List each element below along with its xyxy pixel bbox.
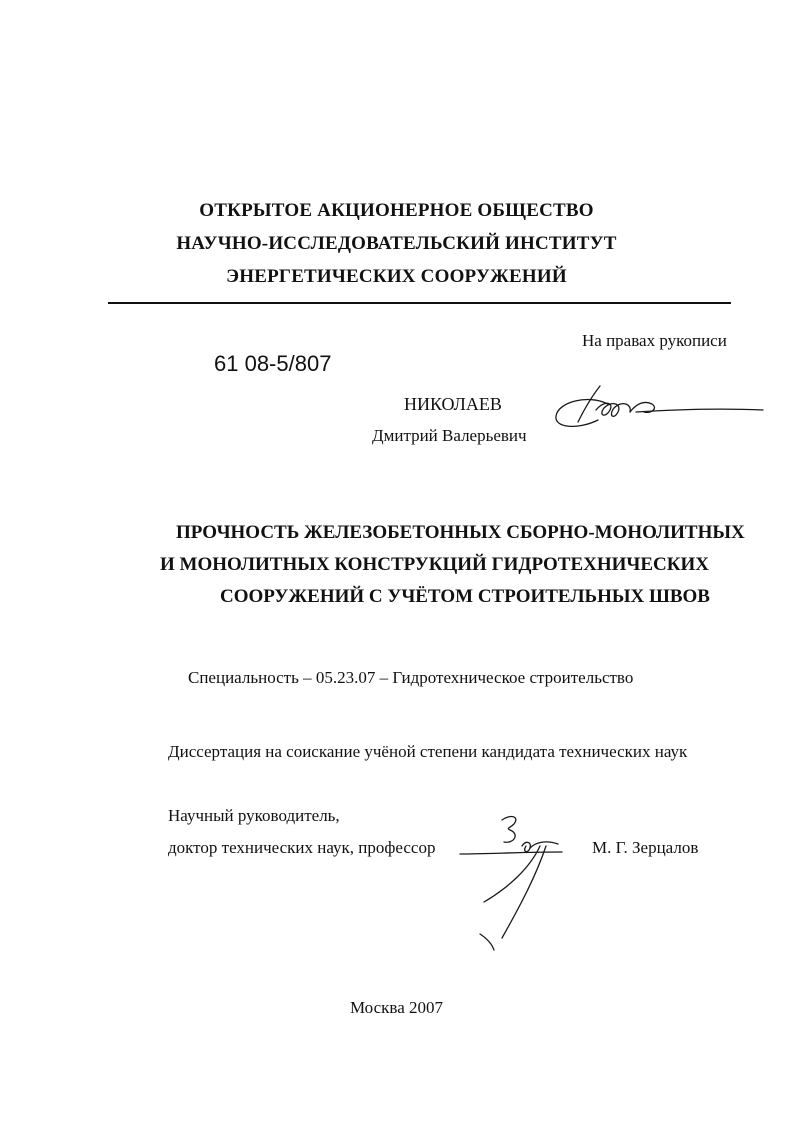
title-line-2: И МОНОЛИТНЫХ КОНСТРУКЦИЙ ГИДРОТЕХНИЧЕСКИХ	[160, 554, 710, 575]
title-line-3: СООРУЖЕНИЙ С УЧЁТОМ СТРОИТЕЛЬНЫХ ШВОВ	[220, 586, 710, 607]
organization-line-1: ОТКРЫТОЕ АКЦИОНЕРНОЕ ОБЩЕСТВО	[199, 200, 594, 221]
advisor-name: М. Г. Зерцалов	[592, 838, 699, 857]
degree-statement: Диссертация на соискание учёной степени кандидата технических наук	[168, 742, 688, 761]
specialty: Специальность – 05.23.07 – Гидротехническое строительство	[188, 668, 634, 687]
manuscript-note: На правах рукописи	[582, 331, 727, 350]
organization-line-3: ЭНЕРГЕТИЧЕСКИХ СООРУЖЕНИЙ	[226, 266, 567, 287]
organization-line-2: НАУЧНО-ИССЛЕДОВАТЕЛЬСКИЙ ИНСТИТУТ	[176, 233, 617, 254]
advisor-credentials: доктор технических наук, профессор	[168, 838, 436, 857]
advisor-label: Научный руководитель,	[168, 806, 340, 825]
registration-number: 61 08-5/807	[214, 351, 332, 376]
place-and-year: Москва 2007	[349, 998, 444, 1017]
advisor-signature	[450, 806, 580, 956]
header-divider	[108, 302, 731, 304]
author-given-names: Дмитрий Валерьевич	[372, 426, 527, 445]
title-line-1: ПРОЧНОСТЬ ЖЕЛЕЗОБЕТОННЫХ СБОРНО-МОНОЛИТНЫХ	[176, 522, 745, 543]
author-surname: НИКОЛАЕВ	[404, 394, 502, 414]
author-signature	[548, 376, 778, 446]
